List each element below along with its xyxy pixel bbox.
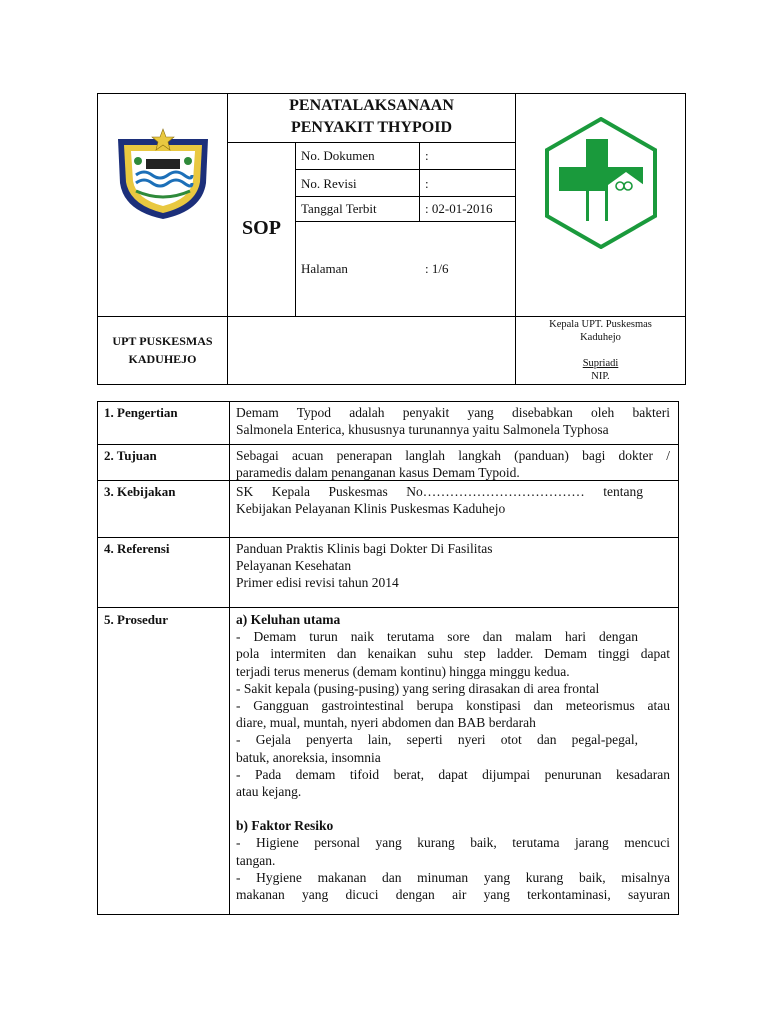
section-label-pengertian: 1. Pengertian xyxy=(104,405,178,420)
field-value-tanggal-terbit: : 02-01-2016 xyxy=(425,201,493,216)
signer-title-line1: Kepala UPT. Puskesmas xyxy=(549,319,652,330)
section-text-kebijakan xyxy=(236,483,643,517)
text-line: - Gangguan gastrointestinal berupa konstipasi dan meteorismus atau xyxy=(236,698,670,714)
text-line: - Gejala penyerta lain, seperti nyeri otot dan pegal-pegal, xyxy=(236,732,638,748)
field-label-tanggal-terbit: Tanggal Terbit xyxy=(301,201,377,216)
section-text-pengertian xyxy=(236,404,670,438)
text-line: Panduan Praktis Klinis bagi Dokter Di Fasilitas xyxy=(236,541,493,556)
section-text-referensi xyxy=(236,540,670,592)
field-label-no-revisi: No. Revisi xyxy=(301,176,357,191)
regency-emblem-logo xyxy=(106,125,220,223)
text-line: - Hygiene makanan dan minuman yang kurang baik, misalnya xyxy=(236,869,670,885)
text-line: Sebagai acuan penerapan langlah langkah (panduan) bagi dokter / xyxy=(236,448,670,463)
section-label-prosedur: 5. Prosedur xyxy=(104,612,169,627)
field-value-no-dokumen: : xyxy=(425,148,429,163)
org-name-line1: UPT PUSKESMAS xyxy=(112,334,213,348)
signer-nip: NIP. xyxy=(591,371,610,382)
section-label-kebijakan: 3. Kebijakan xyxy=(104,484,176,499)
text-line: - Higiene personal yang kurang baik, terutama jarang mencuci xyxy=(236,835,670,851)
text-line: Pelayanan Kesehatan xyxy=(236,558,352,574)
subheading-keluhan-utama: a) Keluhan utama xyxy=(236,612,341,627)
sop-title-line2: PENYAKIT THYPOID xyxy=(290,119,453,136)
field-value-no-revisi: : xyxy=(425,176,429,191)
text-line: makanan yang dicuci dengan air yang terkontaminasi, sayuran xyxy=(236,887,670,903)
section-text-prosedur xyxy=(236,611,670,903)
sop-title-line1: PENATALAKSANAAN xyxy=(289,97,454,114)
text-line: terjadi terus menerus (demam kontinu) hingga minggu kedua. xyxy=(236,663,570,679)
section-label-referensi: 4. Referensi xyxy=(104,541,170,556)
text-line: - Pada demam tifoid berat, dapat dijumpai penurunan kesadaran xyxy=(236,766,670,782)
text-line: pola intermiten dan kenaikan suhu step ladder. Demam tinggi dapat xyxy=(236,646,670,662)
field-value-halaman: : 1/6 xyxy=(425,261,449,276)
text-line: - Sakit kepala (pusing-pusing) yang sering dirasakan di area frontal xyxy=(236,680,600,696)
subheading-faktor-resiko: b) Faktor Resiko xyxy=(236,818,334,834)
section-text-tujuan xyxy=(236,447,670,481)
signer-title-line2: Kaduhejo xyxy=(580,332,621,343)
text-line: SK Kepala Puskesmas No……………………………… tentang xyxy=(236,484,643,499)
text-line: atau kejang. xyxy=(236,784,302,800)
text-line: Primer edisi revisi tahun 2014 xyxy=(236,575,399,591)
text-line: - Demam turun naik terutama sore dan malam hari dengan xyxy=(236,629,638,645)
spacer xyxy=(236,800,670,817)
text-line: Kebijakan Pelayanan Klinis Puskesmas Kaduhejo xyxy=(236,501,506,517)
section-label-tujuan: 2. Tujuan xyxy=(104,448,157,463)
text-line: batuk, anoreksia, insomnia xyxy=(236,749,381,765)
sop-label: SOP xyxy=(242,217,281,239)
puskesmas-logo xyxy=(544,117,658,249)
signer-name: Supriadi xyxy=(582,358,619,369)
field-label-no-dokumen: No. Dokumen xyxy=(301,148,375,163)
text-line: Demam Typod adalah penyakit yang disebabkan oleh bakteri xyxy=(236,405,670,420)
text-line: tangan. xyxy=(236,852,276,868)
text-line: Salmonela Enterica, khususnya turunannya yaitu Salmonela Typhosa xyxy=(236,422,609,438)
text-line: diare, mual, muntah, nyeri abdomen dan BAB berdarah xyxy=(236,715,536,731)
org-name-line2: KADUHEJO xyxy=(128,352,197,366)
field-label-halaman: Halaman xyxy=(301,261,348,276)
text-line: paramedis dalam penanganan kasus Demam Typoid. xyxy=(236,465,520,481)
